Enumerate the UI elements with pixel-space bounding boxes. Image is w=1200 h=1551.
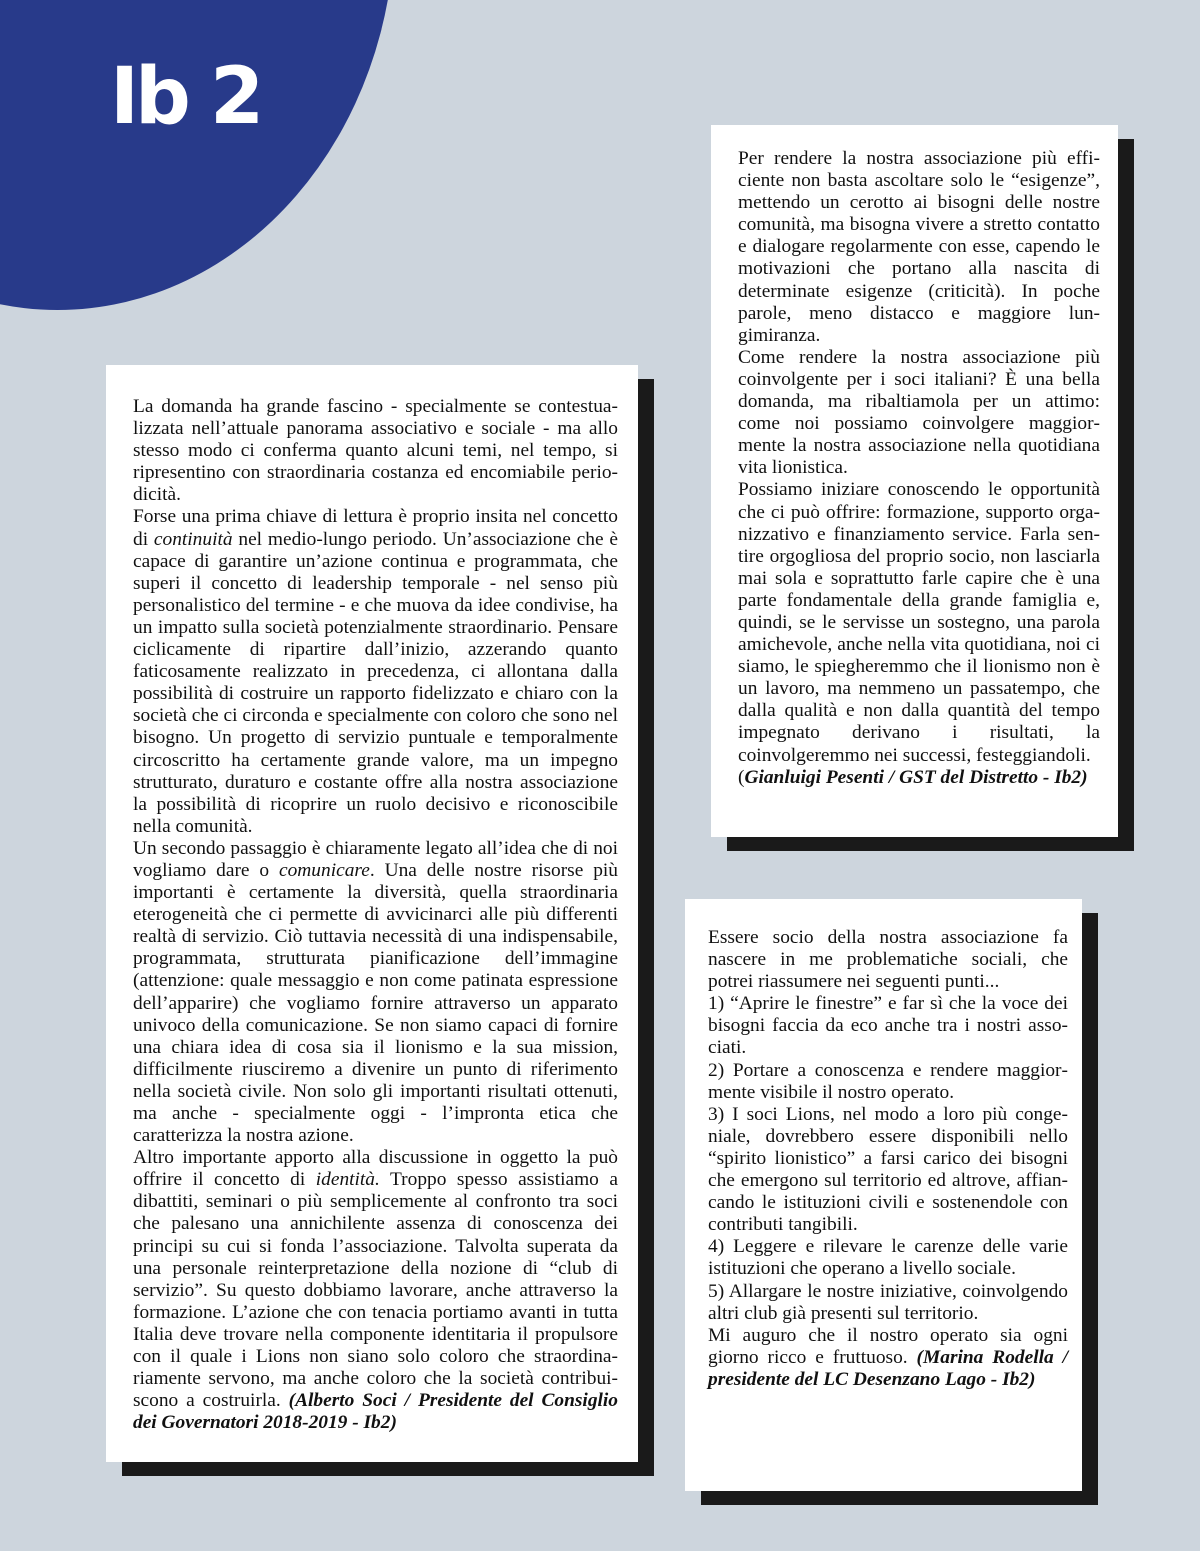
list-item: 1) “Aprire le finestre” e far sì che la voce dei bisogni faccia da eco anche tra i nostri associati. — [708, 993, 1068, 1059]
section-badge-circle — [0, 0, 395, 310]
text-run: Mi auguro che il nostro operato sia ogni giorno ricco e fruttuoso. — [708, 1324, 1068, 1368]
emphasis: identità. — [315, 1169, 380, 1191]
list-item: 2) Portare a conoscenza e rendere maggiormente visibile il nostro operato. — [708, 1059, 1068, 1103]
emphasis: continuità — [153, 528, 233, 550]
text-run: nel medio-lungo periodo. Un’associazione che è capace di garantire un’azione continua e programmata, che superi il concetto di leadership temporale - nel senso più personalistico del termine - e che muova da idee condivise, ha un impatto sulla società potenzialmente straordinario. Pensare ciclicamente di ripartire dall’inizio, azzerando quanto faticosamente realizzato in precedenza, ci allontana dalla possibilità di costruire un rapporto fidelizzato e chiaro con la società che ci circonda e specialmente con coloro che sono nel bisogno. Un progetto di servizio puntuale e temporalmente circoscritto ha certamente grande valore, ma un impegno strutturato, duraturo e costante offre alla nostra associazione la possibilità di ricoprire un ruolo decisivo e riconoscibile nella comunità. — [133, 528, 618, 837]
list-item: 5) Allargare le nostre iniziative, coinvolgendo altri club già presenti sul territorio. — [708, 1280, 1068, 1324]
signature-line — [738, 767, 1100, 789]
paragraph: Essere socio della nostra associazione fa nascere in me problematiche sociali, che potrei riassumere nei seguenti punti... — [708, 927, 1068, 993]
paragraph — [133, 838, 618, 1147]
paragraph: Come rendere la nostra associazione più coinvolgente per i soci italiani? È una bella domanda, ma ribaltiamola per un attimo: come noi possiamo coinvolgere maggiormente la nostra associazione nella quotidiana vita lionistica. — [738, 346, 1100, 479]
paragraph: La domanda ha grande fascino - specialmente se contestualizzata nell’attuale panorama associativo e sociale - ma allo stesso modo ci conferma quanto alcuni temi, nel tempo, si ripresentino con straordinaria costanza ed encomiabile periodicità. — [133, 396, 618, 506]
article-card-soci — [106, 365, 638, 1462]
paragraph: Possiamo iniziare conoscendo le opportunità che ci può offrire: formazione, supporto organizzativo e finanziamento service. Farla sentire orgogliosa del proprio socio, non lasciarla mai sola e soprattutto farle capire che è una parte fondamentale della grande famiglia e, quindi, se le servisse un sostegno, una parola amichevole, anche nella vita quotidiana, noi ci siamo, le spiegheremmo che il lionismo non è un lavoro, ma nemmeno un passatempo, che dalla qualità e non dalla quantità del tempo impegnato derivano i risultati, la coinvolgeremmo nei successi, festeggiandoli. — [738, 479, 1100, 766]
article-card-pesenti — [711, 125, 1118, 837]
emphasis: comunicare — [279, 859, 370, 881]
author-signature: Gianluigi Pesenti / GST del Distretto - Ib2) — [744, 766, 1088, 788]
author-signature: (Alberto Soci / Presidente del Consiglio dei Governatori 2018-2019 - Ib2) — [133, 1390, 618, 1434]
text-run: Un secondo passaggio è chiaramente legato all’idea che di noi vogliamo dare o — [133, 837, 618, 881]
list-item: 4) Leggere e rilevare le carenze delle varie istituzioni che operano a livello sociale. — [708, 1236, 1068, 1280]
text-run: Forse una prima chiave di lettura è proprio insita nel concetto di — [133, 506, 618, 550]
paragraph — [133, 1147, 618, 1434]
article-card-rodella — [685, 899, 1082, 1491]
section-title: Ib 2 — [110, 52, 261, 142]
signature-paren: ( — [738, 766, 745, 788]
author-signature: (Marina Rodella / presidente del LC Desenzano Lago - Ib2) — [708, 1346, 1068, 1390]
text-run: Troppo spesso assistiamo a dibattiti, seminari o più semplicemente al confronto tra soci che palesano una annichilente assenza di conoscenza dei principi su cui si fonda l’associazione. Talvolta superata da una personale reinterpretazione della nozione di “club di servizio”. Su questo dobbiamo lavorare, anche attraverso la formazione. L’azione che con tenacia portiamo avanti in tutta Italia deve trovare nella componente identitaria il propulsore con il quale i Lions non siano solo coloro che straordinariamente servono, ma anche coloro che la società contribuiscono a costruirla. — [133, 1169, 618, 1412]
paragraph — [708, 1325, 1068, 1391]
text-run: Altro importante apporto alla discussione in oggetto la può offrire il concetto di — [133, 1147, 618, 1191]
text-run: . Una delle nostre risorse più importanti è certamente la diversità, quella straordinaria eterogeneità che ci permette di avvicinarci alle più differenti realtà di servizio. Ciò tuttavia necessità di una indispensabile, programmata, strutturata pianificazione dell’immagine (attenzione: quale messaggio e non come patinata espressione dell’apparire) che vogliamo fornire attraverso un apparato univoco della comunicazione. Se non siamo capaci di fornire una chiara idea di cosa sia il lionismo e la sua mission, difficilmente riusciremo a divenire un punto di riferimento nella società civile. Non solo gli importanti risultati ottenuti, ma anche - specialmente oggi - l’impronta etica che caratterizza la nostra azione. — [133, 859, 618, 1147]
paragraph: Per rendere la nostra associazione più efficiente non basta ascoltare solo le “esigenze”, mettendo un cerotto ai bisogni delle nostre comunità, ma bisogna vivere a stretto contatto e dialogare regolarmente con esse, capendo le motivazioni che portano alla nascita di determinate esigenze (criticità). In poche parole, meno distacco e maggiore lungimiranza. — [738, 148, 1100, 346]
list-item: 3) I soci Lions, nel modo a loro più congeniale, dovrebbero essere disponibili nello “spirito lionistico” a farsi carico dei bisogni che emergono sul territorio ed altrove, affiancando le istituzioni civili e sostenendole con contributi tangibili. — [708, 1103, 1068, 1236]
paragraph — [133, 506, 618, 837]
